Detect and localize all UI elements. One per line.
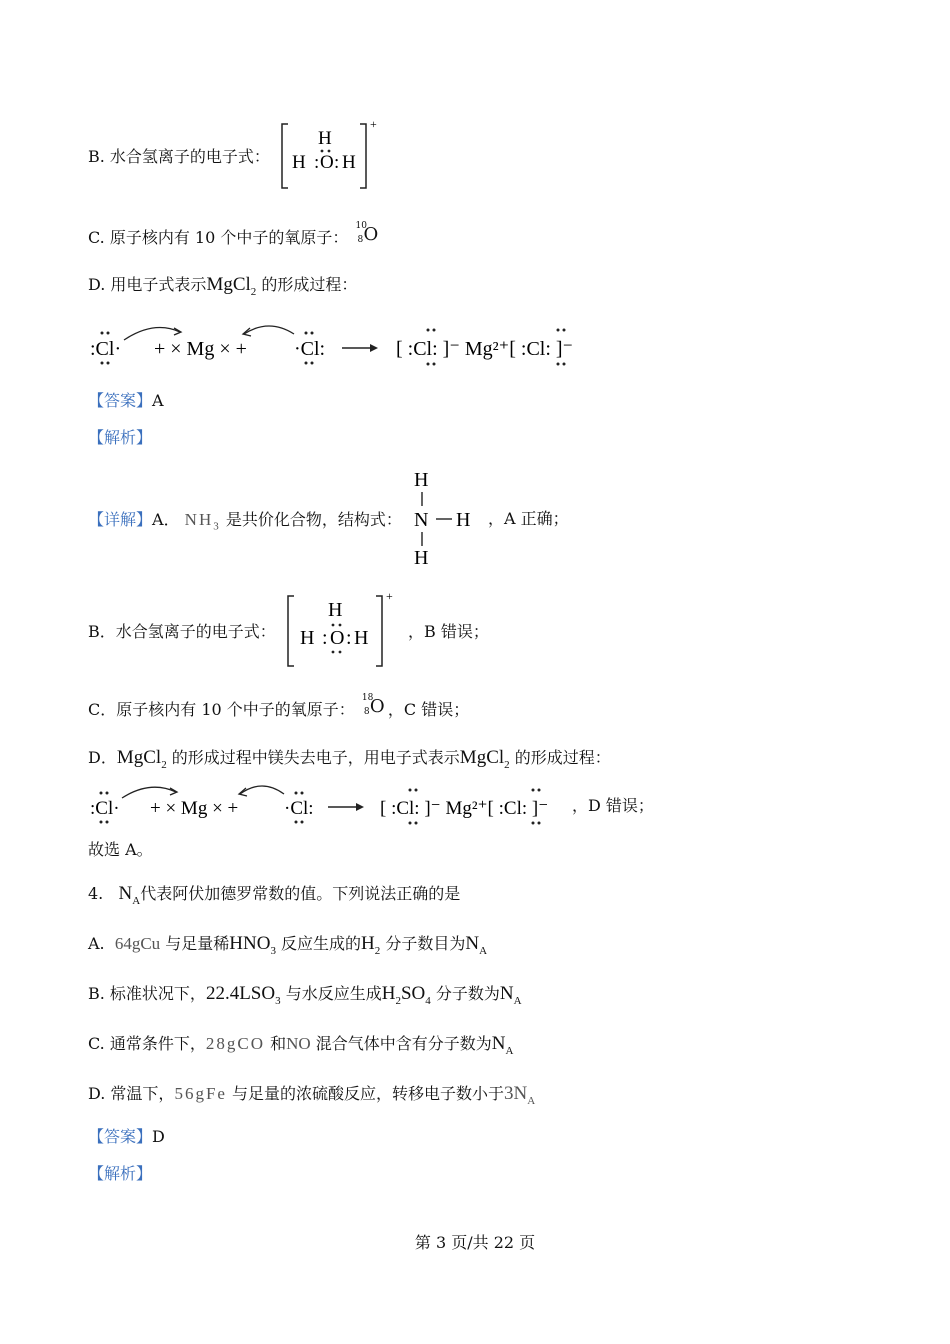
q4-option-d: D. 常温下，56gFe 与足量的浓硫酸反应，转移电子数小于$3N_A$ (88, 1083, 536, 1107)
hydronium-electron-formula (278, 118, 388, 194)
isotope-mass: 10 (355, 221, 367, 231)
svg-text::: : (322, 627, 328, 649)
svg-text:[ :Cl: ]⁻ Mg²⁺[ :Cl: ]⁻: [ :Cl: ]⁻ Mg²⁺[ :Cl: ]⁻ (380, 798, 549, 819)
detail-d-line: D．MgCl$_2$ 的形成过程中镁失去电子，用电子式表示MgCl$_2$ 的形成过程： (88, 747, 611, 771)
svg-text::Cl·: :Cl· (90, 338, 122, 360)
oxygen-isotope-10 (353, 221, 381, 246)
svg-text:+ × Mg × +: + × Mg × + (150, 798, 239, 819)
svg-text:H: H (342, 152, 356, 173)
svg-text::: : (346, 627, 352, 649)
svg-text::: : (334, 152, 340, 173)
q4-option-c: C. 通常条件下，28gCO 和NO 混合气体中含有分子数为$N_A$ (88, 1033, 514, 1057)
svg-text:+: + (386, 589, 393, 603)
h2so4-formula: $H_2SO_4$ (381, 983, 431, 1007)
answer-value: A (152, 391, 164, 410)
na-symbol-b: $N_A$ (499, 983, 522, 1007)
detail-c-line (88, 693, 470, 719)
detail-a-suffix: ，A 正确； (488, 509, 569, 528)
question-4-stem: 4. $N_A$代表阿伏加德罗常数的值。下列说法正确的是 (88, 883, 461, 907)
svg-text::Cl·: :Cl· (90, 798, 120, 819)
svg-text:H: H (318, 128, 332, 149)
question-4-text: 代表阿伏加德罗常数的值。下列说法正确的是 (140, 884, 461, 903)
isotope-z: 8 (357, 235, 364, 245)
option-d-line (88, 275, 357, 298)
mgcl2-formula: MgCl$_2$ (206, 274, 257, 298)
detail-d-text: 的形成过程中镁失去电子，用电子式表示 (166, 748, 460, 767)
answer-line-2: 【答案】D (88, 1127, 165, 1146)
hydronium-electron-formula-2 (284, 588, 404, 672)
detail-c-text: C．原子核内有 10 个中子的氧原子： (88, 700, 355, 719)
svg-text:·Cl:: ·Cl: (284, 798, 314, 819)
detail-a-line: 【详解】A． $NH_3$ 是共价化合物，结构式： (88, 510, 402, 533)
option-d-suffix: 的形成过程： (256, 275, 358, 294)
mgcl2-formation-diagram-2 (84, 778, 584, 830)
svg-text:H: H (354, 627, 369, 649)
svg-text:N: N (414, 509, 429, 531)
detail-b-suffix: ，B 错误； (408, 622, 489, 641)
option-c-line (88, 221, 381, 247)
svg-text:·Cl:: ·Cl: (294, 338, 326, 360)
svg-text:H: H (328, 599, 343, 621)
na-symbol-c: $N_A$ (491, 1033, 514, 1057)
q4-option-a: A. 64gCu 与足量稀$HNO_3$ 反应生成的$H_2$ 分子数目为$N_A$ (88, 933, 488, 957)
so3-volume: $22.4LSO_3$ (205, 983, 281, 1007)
co-mass: 28gCO (205, 1034, 265, 1053)
fe-mass: 56gFe (174, 1084, 227, 1103)
detail-b-line (88, 624, 276, 640)
isotope-symbol: O (363, 224, 379, 245)
analysis-label-2: 【解析】 (88, 1164, 153, 1183)
detail-b-text: B．水合氢离子的电子式： (88, 622, 276, 641)
oxygen-isotope-18: 18 8 O (361, 693, 385, 717)
detail-c-suffix: ，C 错误； (387, 700, 470, 719)
svg-text:H: H (414, 469, 429, 491)
answer-value-2: D (152, 1127, 165, 1146)
svg-text:O: O (330, 627, 345, 649)
svg-text:+ × Mg × +: + × Mg × + (154, 338, 247, 360)
option-c-text: C. 原子核内有 10 个中子的氧原子： (88, 228, 349, 247)
h2-formula: $H_2$ (361, 933, 381, 957)
mgcl2-formation-diagram-1 (84, 318, 614, 370)
answer-label: 【答案】 (88, 391, 153, 410)
q4-option-b: B. 标准状况下，$22.4LSO_3$ 与水反应生成$H_2SO_4$ 分子数为$N_A$ (88, 983, 522, 1007)
nh3-structural-formula (408, 462, 484, 572)
3na-symbol: $3N_A$ (504, 1083, 536, 1107)
mgcl2-formula-2: MgCl$_2$ (116, 747, 167, 771)
na-symbol: $N_A$ (118, 883, 141, 907)
svg-text:H: H (292, 152, 306, 173)
nh3-formula: $NH_3$ (184, 510, 221, 533)
conclusion: 故选 A。 (88, 840, 153, 859)
cu-mass: 64gCu (114, 934, 161, 953)
svg-text:+: + (370, 118, 377, 131)
detail-a-text: 是共价化合物，结构式： (220, 510, 402, 529)
answer-line (88, 393, 164, 409)
svg-text:H: H (414, 547, 429, 569)
na-symbol-a: $N_A$ (465, 933, 488, 957)
svg-text:H: H (456, 509, 471, 531)
no-formula: NO (286, 1034, 311, 1053)
svg-text::: : (314, 152, 320, 173)
mgcl2-formula-3: MgCl$_2$ (459, 747, 510, 771)
option-b-text: B. 水合氢离子的电子式： (88, 147, 270, 166)
page-footer: 第 3 页/共 22 页 (414, 1233, 536, 1252)
detail-label: 【详解】 (88, 510, 153, 529)
svg-text:[ :Cl: ]⁻ Mg²⁺[ :Cl: ]⁻: [ :Cl: ]⁻ Mg²⁺[ :Cl: ]⁻ (396, 338, 574, 360)
option-d-text: D. 用电子式表示 (88, 275, 207, 294)
svg-text:O: O (320, 152, 334, 173)
analysis-label: 【解析】 (88, 428, 153, 447)
detail-d-end: ，D 错误； (572, 796, 654, 815)
svg-text:H: H (300, 627, 315, 649)
option-b-line (88, 149, 270, 165)
hno3-formula: $HNO_3$ (229, 933, 276, 957)
